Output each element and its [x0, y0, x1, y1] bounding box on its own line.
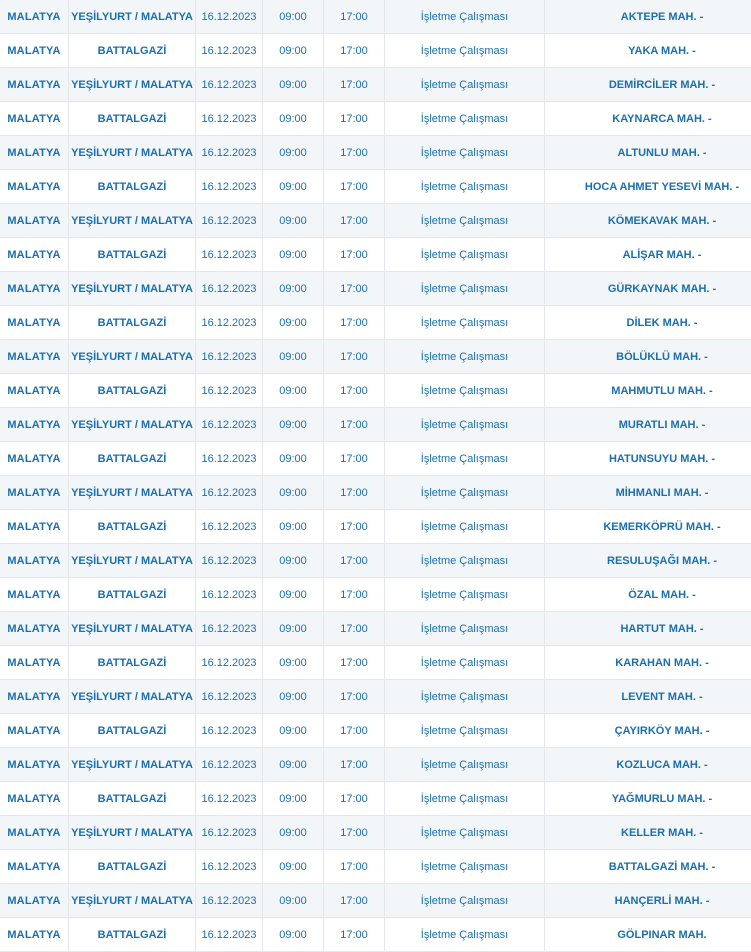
cell-city: MALATYA: [0, 0, 69, 34]
cell-city: MALATYA: [0, 170, 69, 204]
table-row: [0, 476, 751, 510]
cell-start-time: 09:00: [263, 0, 324, 34]
cell-areas: ÖZAL MAH. -: [545, 578, 751, 612]
table-row: [0, 816, 751, 850]
cell-city: MALATYA: [0, 272, 69, 306]
table-row: [0, 408, 751, 442]
cell-district: BATTALGAZİ: [69, 238, 196, 272]
cell-areas: BATTALGAZİ MAH. -: [545, 850, 751, 884]
cell-date: 16.12.2023: [196, 170, 263, 204]
cell-start-time: 09:00: [263, 442, 324, 476]
cell-end-time: 17:00: [324, 918, 385, 952]
cell-district: BATTALGAZİ: [69, 918, 196, 952]
cell-end-time: 17:00: [324, 34, 385, 68]
cell-reason: İşletme Çalışması: [385, 850, 545, 884]
table-row: [0, 578, 751, 612]
cell-date: 16.12.2023: [196, 476, 263, 510]
table-row: [0, 136, 751, 170]
cell-start-time: 09:00: [263, 340, 324, 374]
cell-city: MALATYA: [0, 748, 69, 782]
cell-start-time: 09:00: [263, 578, 324, 612]
cell-district: YEŞİLYURT / MALATYA: [69, 612, 196, 646]
table-row: [0, 442, 751, 476]
cell-date: 16.12.2023: [196, 544, 263, 578]
cell-district: YEŞİLYURT / MALATYA: [69, 408, 196, 442]
cell-reason: İşletme Çalışması: [385, 646, 545, 680]
cell-start-time: 09:00: [263, 34, 324, 68]
table-row: [0, 612, 751, 646]
cell-areas: HARTUT MAH. -: [545, 612, 751, 646]
cell-areas: HATUNSUYU MAH. -: [545, 442, 751, 476]
cell-date: 16.12.2023: [196, 306, 263, 340]
cell-reason: İşletme Çalışması: [385, 442, 545, 476]
cell-date: 16.12.2023: [196, 816, 263, 850]
cell-reason: İşletme Çalışması: [385, 918, 545, 952]
cell-reason: İşletme Çalışması: [385, 0, 545, 34]
table-row: [0, 374, 751, 408]
cell-end-time: 17:00: [324, 510, 385, 544]
cell-reason: İşletme Çalışması: [385, 714, 545, 748]
cell-date: 16.12.2023: [196, 340, 263, 374]
cell-areas: HANÇERLİ MAH. -: [545, 884, 751, 918]
cell-district: YEŞİLYURT / MALATYA: [69, 544, 196, 578]
cell-areas: GÜRKAYNAK MAH. -: [545, 272, 751, 306]
cell-end-time: 17:00: [324, 578, 385, 612]
cell-start-time: 09:00: [263, 544, 324, 578]
cell-date: 16.12.2023: [196, 918, 263, 952]
cell-areas: KOZLUCA MAH. -: [545, 748, 751, 782]
cell-areas: KEMERKÖPRÜ MAH. -: [545, 510, 751, 544]
cell-end-time: 17:00: [324, 476, 385, 510]
cell-end-time: 17:00: [324, 748, 385, 782]
cell-district: BATTALGAZİ: [69, 34, 196, 68]
cell-end-time: 17:00: [324, 850, 385, 884]
cell-city: MALATYA: [0, 408, 69, 442]
cell-areas: KÖMEKAVAK MAH. -: [545, 204, 751, 238]
table-row: [0, 850, 751, 884]
cell-areas: HOCA AHMET YESEVİ MAH. -: [545, 170, 751, 204]
cell-reason: İşletme Çalışması: [385, 136, 545, 170]
cell-end-time: 17:00: [324, 612, 385, 646]
cell-reason: İşletme Çalışması: [385, 170, 545, 204]
cell-areas: MURATLI MAH. -: [545, 408, 751, 442]
cell-start-time: 09:00: [263, 782, 324, 816]
cell-city: MALATYA: [0, 714, 69, 748]
cell-start-time: 09:00: [263, 918, 324, 952]
cell-start-time: 09:00: [263, 510, 324, 544]
cell-reason: İşletme Çalışması: [385, 816, 545, 850]
cell-end-time: 17:00: [324, 340, 385, 374]
cell-date: 16.12.2023: [196, 850, 263, 884]
cell-start-time: 09:00: [263, 238, 324, 272]
cell-areas: DEMİRCİLER MAH. -: [545, 68, 751, 102]
cell-district: BATTALGAZİ: [69, 442, 196, 476]
cell-end-time: 17:00: [324, 408, 385, 442]
cell-start-time: 09:00: [263, 374, 324, 408]
cell-reason: İşletme Çalışması: [385, 544, 545, 578]
cell-city: MALATYA: [0, 544, 69, 578]
cell-end-time: 17:00: [324, 646, 385, 680]
cell-areas: ALTUNLU MAH. -: [545, 136, 751, 170]
cell-reason: İşletme Çalışması: [385, 476, 545, 510]
cell-reason: İşletme Çalışması: [385, 102, 545, 136]
cell-areas: AKTEPE MAH. -: [545, 0, 751, 34]
cell-city: MALATYA: [0, 442, 69, 476]
cell-city: MALATYA: [0, 918, 69, 952]
cell-areas: MİHMANLI MAH. -: [545, 476, 751, 510]
cell-district: BATTALGAZİ: [69, 170, 196, 204]
cell-areas: RESULUŞAĞI MAH. -: [545, 544, 751, 578]
table-row: [0, 306, 751, 340]
table-row: [0, 646, 751, 680]
cell-date: 16.12.2023: [196, 204, 263, 238]
cell-start-time: 09:00: [263, 272, 324, 306]
cell-city: MALATYA: [0, 476, 69, 510]
table-row: [0, 170, 751, 204]
cell-areas: KAYNARCA MAH. -: [545, 102, 751, 136]
cell-district: YEŞİLYURT / MALATYA: [69, 340, 196, 374]
cell-date: 16.12.2023: [196, 782, 263, 816]
table-row: [0, 510, 751, 544]
cell-reason: İşletme Çalışması: [385, 238, 545, 272]
cell-start-time: 09:00: [263, 204, 324, 238]
cell-city: MALATYA: [0, 646, 69, 680]
table-row: [0, 204, 751, 238]
cell-end-time: 17:00: [324, 102, 385, 136]
cell-city: MALATYA: [0, 510, 69, 544]
cell-district: YEŞİLYURT / MALATYA: [69, 272, 196, 306]
cell-date: 16.12.2023: [196, 102, 263, 136]
cell-district: YEŞİLYURT / MALATYA: [69, 476, 196, 510]
cell-district: BATTALGAZİ: [69, 850, 196, 884]
cell-end-time: 17:00: [324, 136, 385, 170]
cell-district: YEŞİLYURT / MALATYA: [69, 136, 196, 170]
cell-date: 16.12.2023: [196, 646, 263, 680]
cell-city: MALATYA: [0, 306, 69, 340]
cell-district: BATTALGAZİ: [69, 646, 196, 680]
cell-start-time: 09:00: [263, 884, 324, 918]
cell-start-time: 09:00: [263, 850, 324, 884]
cell-areas: ALİŞAR MAH. -: [545, 238, 751, 272]
cell-start-time: 09:00: [263, 748, 324, 782]
cell-date: 16.12.2023: [196, 34, 263, 68]
cell-end-time: 17:00: [324, 544, 385, 578]
cell-reason: İşletme Çalışması: [385, 340, 545, 374]
cell-end-time: 17:00: [324, 442, 385, 476]
cell-end-time: 17:00: [324, 884, 385, 918]
cell-reason: İşletme Çalışması: [385, 680, 545, 714]
cell-city: MALATYA: [0, 374, 69, 408]
table-row: [0, 918, 751, 952]
cell-start-time: 09:00: [263, 680, 324, 714]
cell-areas: KARAHAN MAH. -: [545, 646, 751, 680]
cell-end-time: 17:00: [324, 68, 385, 102]
table-row: [0, 544, 751, 578]
cell-reason: İşletme Çalışması: [385, 408, 545, 442]
cell-district: YEŞİLYURT / MALATYA: [69, 748, 196, 782]
cell-reason: İşletme Çalışması: [385, 884, 545, 918]
cell-date: 16.12.2023: [196, 408, 263, 442]
cell-district: YEŞİLYURT / MALATYA: [69, 680, 196, 714]
table-row: [0, 782, 751, 816]
cell-district: BATTALGAZİ: [69, 782, 196, 816]
cell-district: YEŞİLYURT / MALATYA: [69, 204, 196, 238]
cell-date: 16.12.2023: [196, 680, 263, 714]
cell-city: MALATYA: [0, 612, 69, 646]
cell-district: BATTALGAZİ: [69, 714, 196, 748]
cell-date: 16.12.2023: [196, 136, 263, 170]
cell-city: MALATYA: [0, 578, 69, 612]
table-row: [0, 714, 751, 748]
cell-end-time: 17:00: [324, 680, 385, 714]
table-row: [0, 0, 751, 34]
table-row: [0, 340, 751, 374]
table-row: [0, 102, 751, 136]
cell-city: MALATYA: [0, 680, 69, 714]
table-row: [0, 680, 751, 714]
cell-date: 16.12.2023: [196, 442, 263, 476]
cell-date: 16.12.2023: [196, 714, 263, 748]
cell-start-time: 09:00: [263, 612, 324, 646]
cell-district: BATTALGAZİ: [69, 374, 196, 408]
cell-district: BATTALGAZİ: [69, 578, 196, 612]
cell-start-time: 09:00: [263, 306, 324, 340]
table-row: [0, 884, 751, 918]
cell-start-time: 09:00: [263, 408, 324, 442]
cell-end-time: 17:00: [324, 170, 385, 204]
cell-date: 16.12.2023: [196, 748, 263, 782]
cell-reason: İşletme Çalışması: [385, 510, 545, 544]
cell-areas: ÇAYIRKÖY MAH. -: [545, 714, 751, 748]
cell-date: 16.12.2023: [196, 510, 263, 544]
cell-reason: İşletme Çalışması: [385, 578, 545, 612]
cell-district: BATTALGAZİ: [69, 102, 196, 136]
cell-end-time: 17:00: [324, 782, 385, 816]
cell-date: 16.12.2023: [196, 884, 263, 918]
cell-areas: BÖLÜKLÜ MAH. -: [545, 340, 751, 374]
cell-areas: KELLER MAH. -: [545, 816, 751, 850]
cell-start-time: 09:00: [263, 714, 324, 748]
cell-date: 16.12.2023: [196, 374, 263, 408]
cell-city: MALATYA: [0, 102, 69, 136]
cell-district: YEŞİLYURT / MALATYA: [69, 816, 196, 850]
cell-reason: İşletme Çalışması: [385, 34, 545, 68]
cell-date: 16.12.2023: [196, 0, 263, 34]
cell-reason: İşletme Çalışması: [385, 68, 545, 102]
cell-areas: LEVENT MAH. -: [545, 680, 751, 714]
cell-end-time: 17:00: [324, 272, 385, 306]
cell-city: MALATYA: [0, 816, 69, 850]
cell-district: YEŞİLYURT / MALATYA: [69, 0, 196, 34]
cell-reason: İşletme Çalışması: [385, 612, 545, 646]
cell-areas: YAKA MAH. -: [545, 34, 751, 68]
cell-district: YEŞİLYURT / MALATYA: [69, 68, 196, 102]
cell-end-time: 17:00: [324, 374, 385, 408]
cell-start-time: 09:00: [263, 68, 324, 102]
cell-district: BATTALGAZİ: [69, 306, 196, 340]
cell-end-time: 17:00: [324, 714, 385, 748]
cell-date: 16.12.2023: [196, 612, 263, 646]
cell-end-time: 17:00: [324, 306, 385, 340]
cell-start-time: 09:00: [263, 170, 324, 204]
cell-city: MALATYA: [0, 340, 69, 374]
cell-start-time: 09:00: [263, 646, 324, 680]
cell-end-time: 17:00: [324, 204, 385, 238]
cell-city: MALATYA: [0, 34, 69, 68]
table-row: [0, 34, 751, 68]
cell-reason: İşletme Çalışması: [385, 306, 545, 340]
table-row: [0, 238, 751, 272]
cell-start-time: 09:00: [263, 136, 324, 170]
cell-district: BATTALGAZİ: [69, 510, 196, 544]
cell-end-time: 17:00: [324, 816, 385, 850]
cell-reason: İşletme Çalışması: [385, 782, 545, 816]
cell-start-time: 09:00: [263, 476, 324, 510]
cell-date: 16.12.2023: [196, 272, 263, 306]
cell-end-time: 17:00: [324, 238, 385, 272]
table-row: [0, 272, 751, 306]
cell-city: MALATYA: [0, 850, 69, 884]
cell-district: YEŞİLYURT / MALATYA: [69, 884, 196, 918]
cell-areas: GÖLPINAR MAH.: [545, 918, 751, 952]
cell-city: MALATYA: [0, 204, 69, 238]
cell-reason: İşletme Çalışması: [385, 748, 545, 782]
cell-city: MALATYA: [0, 68, 69, 102]
cell-start-time: 09:00: [263, 816, 324, 850]
cell-city: MALATYA: [0, 136, 69, 170]
cell-reason: İşletme Çalışması: [385, 374, 545, 408]
cell-start-time: 09:00: [263, 102, 324, 136]
cell-end-time: 17:00: [324, 0, 385, 34]
cell-areas: DİLEK MAH. -: [545, 306, 751, 340]
cell-reason: İşletme Çalışması: [385, 204, 545, 238]
table-row: [0, 748, 751, 782]
cell-areas: MAHMUTLU MAH. -: [545, 374, 751, 408]
cell-date: 16.12.2023: [196, 68, 263, 102]
cell-date: 16.12.2023: [196, 238, 263, 272]
cell-city: MALATYA: [0, 238, 69, 272]
cell-reason: İşletme Çalışması: [385, 272, 545, 306]
table-row: [0, 68, 751, 102]
cell-city: MALATYA: [0, 884, 69, 918]
cell-areas: YAĞMURLU MAH. -: [545, 782, 751, 816]
cell-date: 16.12.2023: [196, 578, 263, 612]
cell-city: MALATYA: [0, 782, 69, 816]
